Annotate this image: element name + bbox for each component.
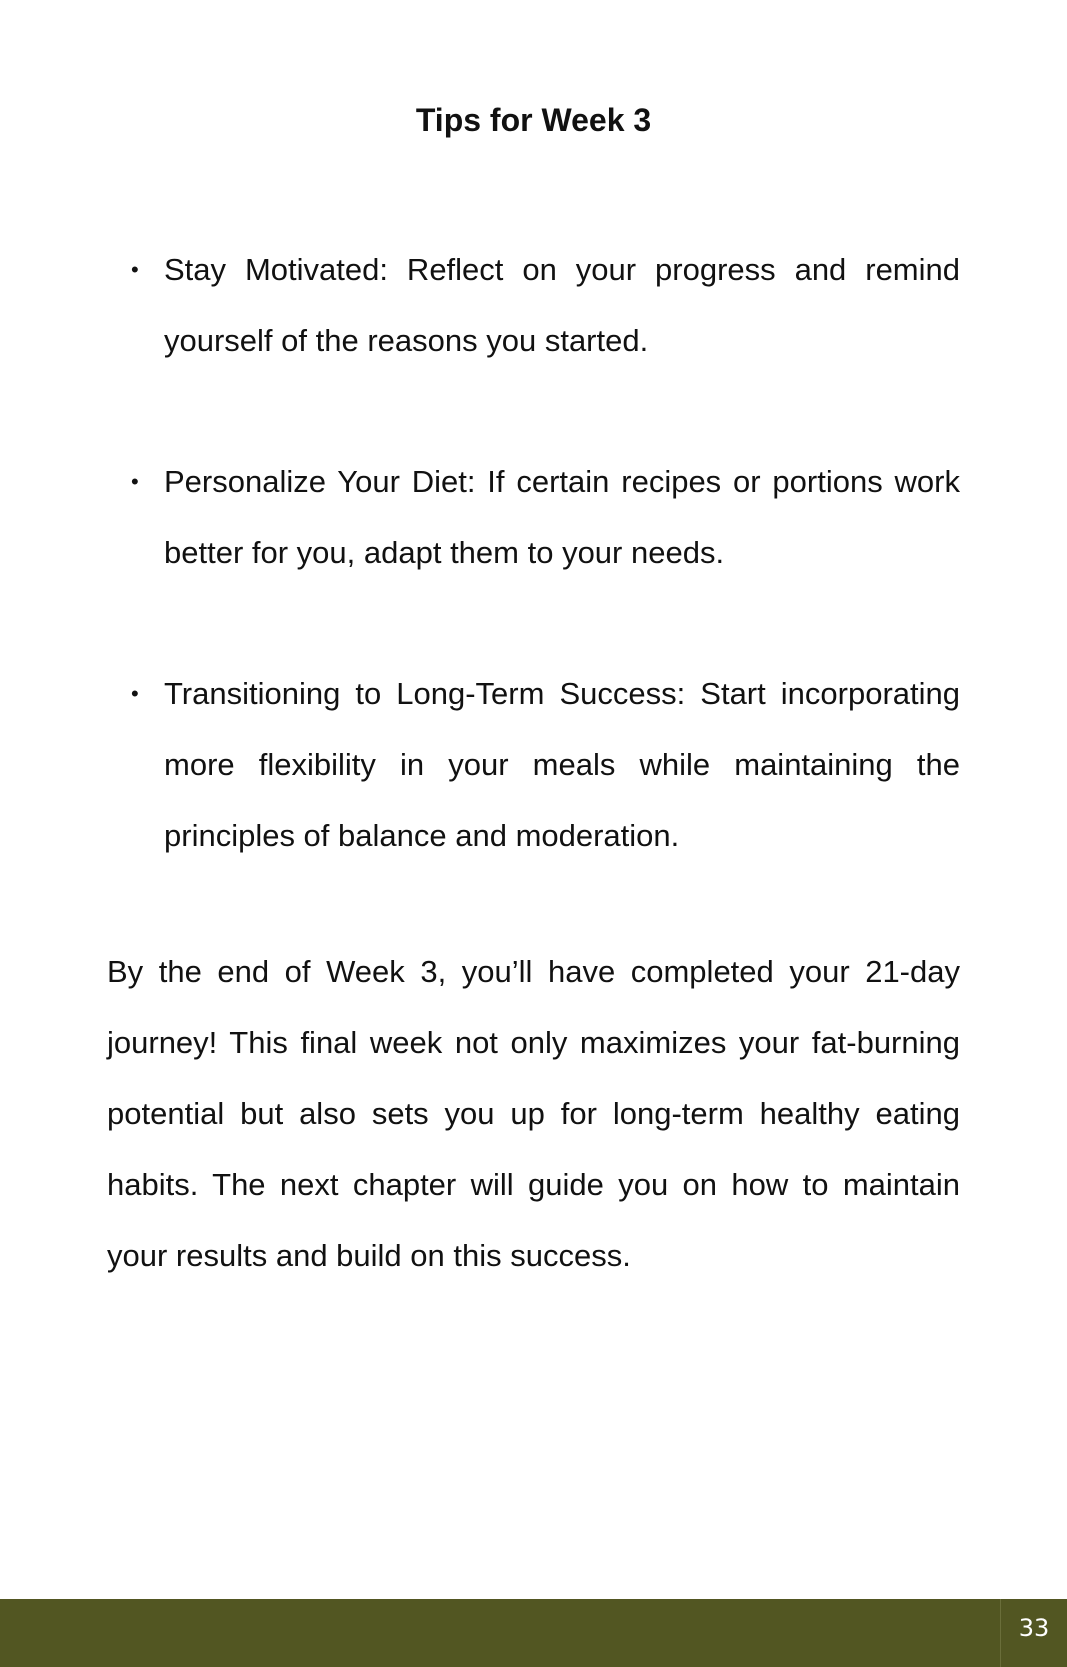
bullet-icon: • [131, 681, 139, 706]
bullet-icon: • [131, 257, 139, 282]
page-number: 33 [1000, 1599, 1067, 1667]
tip-item [131, 658, 960, 871]
section-title: Tips for Week 3 [415, 102, 652, 138]
tip-text: Personalize Your Diet: If certain recipes or portions work better for you, adapt them to your needs. [164, 464, 960, 570]
footer-bar [0, 1599, 1067, 1667]
bullet-icon: • [131, 469, 139, 494]
tip-item [131, 446, 960, 588]
tip-item [131, 234, 960, 376]
tip-text: Stay Motivated: Reflect on your progress and remind yourself of the reasons you started. [164, 252, 960, 358]
closing-paragraph: By the end of Week 3, you’ll have completed your 21-day journey! This final week not only maximizes your fat-burning potential but also sets you up for long-term healthy eating habits. The next chapter will guide you on how to maintain your results and build on this success. [107, 954, 960, 1273]
tips-list [131, 234, 960, 871]
tip-text: Transitioning to Long-Term Success: Start incorporating more flexibility in your meals while maintaining the principles of balance and moderation. [164, 676, 960, 853]
